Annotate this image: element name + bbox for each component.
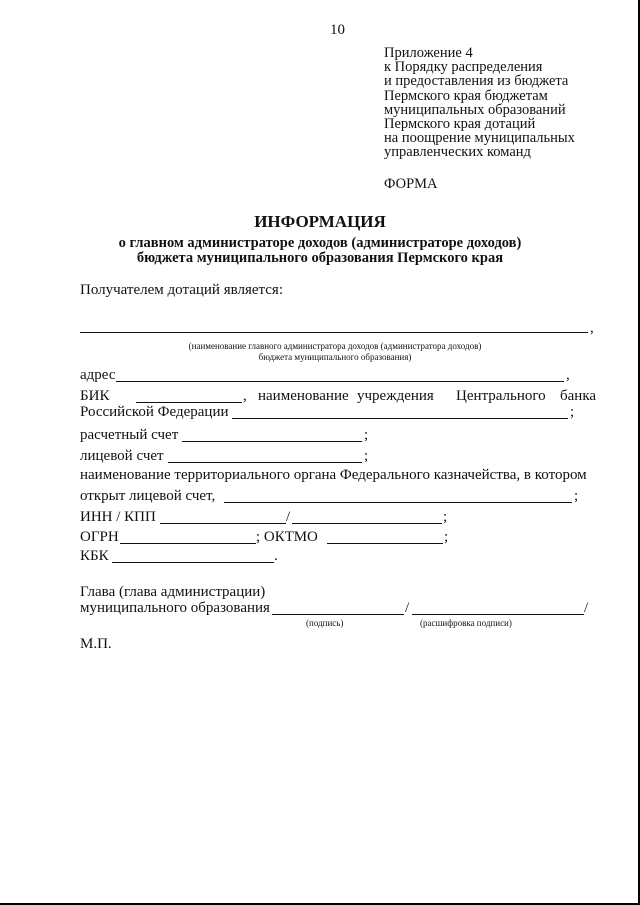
form-label: ФОРМА <box>384 176 438 192</box>
personal-account-label: лицевой счет <box>80 448 164 464</box>
ogrn-field[interactable] <box>120 543 256 544</box>
kpp-field[interactable] <box>292 523 442 524</box>
bik-field[interactable] <box>136 402 242 403</box>
appendix-line: Пермского края бюджетам <box>384 87 548 104</box>
document-title: ИНФОРМАЦИЯ <box>254 212 386 231</box>
bank-name-field[interactable] <box>232 418 568 419</box>
appendix-line: управленческих команд <box>384 144 531 161</box>
recipient-name-field[interactable] <box>80 332 588 333</box>
signature-end-slash: / <box>584 600 589 616</box>
bank-name-word: Центрального <box>456 388 546 404</box>
bank-name-word: учреждения <box>357 388 434 404</box>
personal-account-semicolon: ; <box>364 448 369 464</box>
appendix-line: муниципальных образований <box>384 101 566 118</box>
treasury-semicolon: ; <box>574 488 579 504</box>
inn-kpp-semicolon: ; <box>443 509 448 525</box>
oktmo-field[interactable] <box>327 543 443 544</box>
kbk-period: . <box>274 548 278 564</box>
title-line-2: бюджета муниципального образования Пермского края <box>136 250 504 266</box>
ogrn-label: ОГРН <box>80 529 119 545</box>
bank-name-semicolon: ; <box>570 404 575 420</box>
address-comma: , <box>566 367 570 383</box>
head-title-line-1: Глава (глава администрации) <box>80 584 266 600</box>
settlement-account-field[interactable] <box>182 441 362 442</box>
bank-name-continued: Российской Федерации <box>80 404 229 420</box>
bik-label: БИК <box>80 388 110 404</box>
treasury-body-field[interactable] <box>224 502 572 503</box>
bank-name-word: наименование <box>258 388 349 404</box>
title-line-1: о главном администраторе доходов (администраторе доходов) <box>118 235 522 251</box>
appendix-line: и предоставления из бюджета <box>384 73 569 90</box>
recipient-hint-line-1: (наименование главного администратора доходов (администратора доходов) <box>188 341 482 351</box>
seal-label: М.П. <box>80 636 112 652</box>
settlement-account-semicolon: ; <box>364 427 369 443</box>
personal-account-field[interactable] <box>168 462 362 463</box>
appendix-line: к Порядку распределения <box>384 59 543 76</box>
bank-name-word: банка <box>560 388 597 404</box>
page-number: 10 <box>330 22 345 38</box>
recipient-hint-line-2: бюджета муниципального образования) <box>258 352 412 362</box>
recipient-comma: , <box>590 320 594 336</box>
opened-account-label: открыт лицевой счет, <box>80 488 216 504</box>
appendix-line: на поощрение муниципальных <box>384 130 575 147</box>
settlement-account-label: расчетный счет <box>80 427 179 443</box>
signature-field[interactable] <box>272 614 404 615</box>
signature-hint: (подпись) <box>306 618 344 628</box>
recipient-label: Получателем дотаций является: <box>80 282 283 298</box>
appendix-line: Приложение 4 <box>384 45 473 61</box>
address-field[interactable] <box>116 381 564 382</box>
kbk-label: КБК <box>80 548 109 564</box>
appendix-block <box>384 46 575 160</box>
signature-decode-field[interactable] <box>412 614 584 615</box>
oktmo-label: ; ОКТМО <box>256 529 318 545</box>
inn-field[interactable] <box>160 523 286 524</box>
oktmo-semicolon: ; <box>444 529 449 545</box>
address-label: адрес <box>80 367 116 383</box>
appendix-line: Пермского края дотаций <box>384 116 536 133</box>
head-title-line-2: муниципального образования <box>80 600 270 616</box>
treasury-body-label: наименование территориального органа Федерального казначейства, в котором <box>80 467 587 483</box>
inn-kpp-slash: / <box>286 509 291 525</box>
signature-slash: / <box>405 600 410 616</box>
bik-comma: , <box>243 388 247 404</box>
inn-kpp-label: ИНН / КПП <box>80 509 156 525</box>
kbk-field[interactable] <box>112 562 274 563</box>
signature-decode-hint: (расшифровка подписи) <box>420 618 512 628</box>
